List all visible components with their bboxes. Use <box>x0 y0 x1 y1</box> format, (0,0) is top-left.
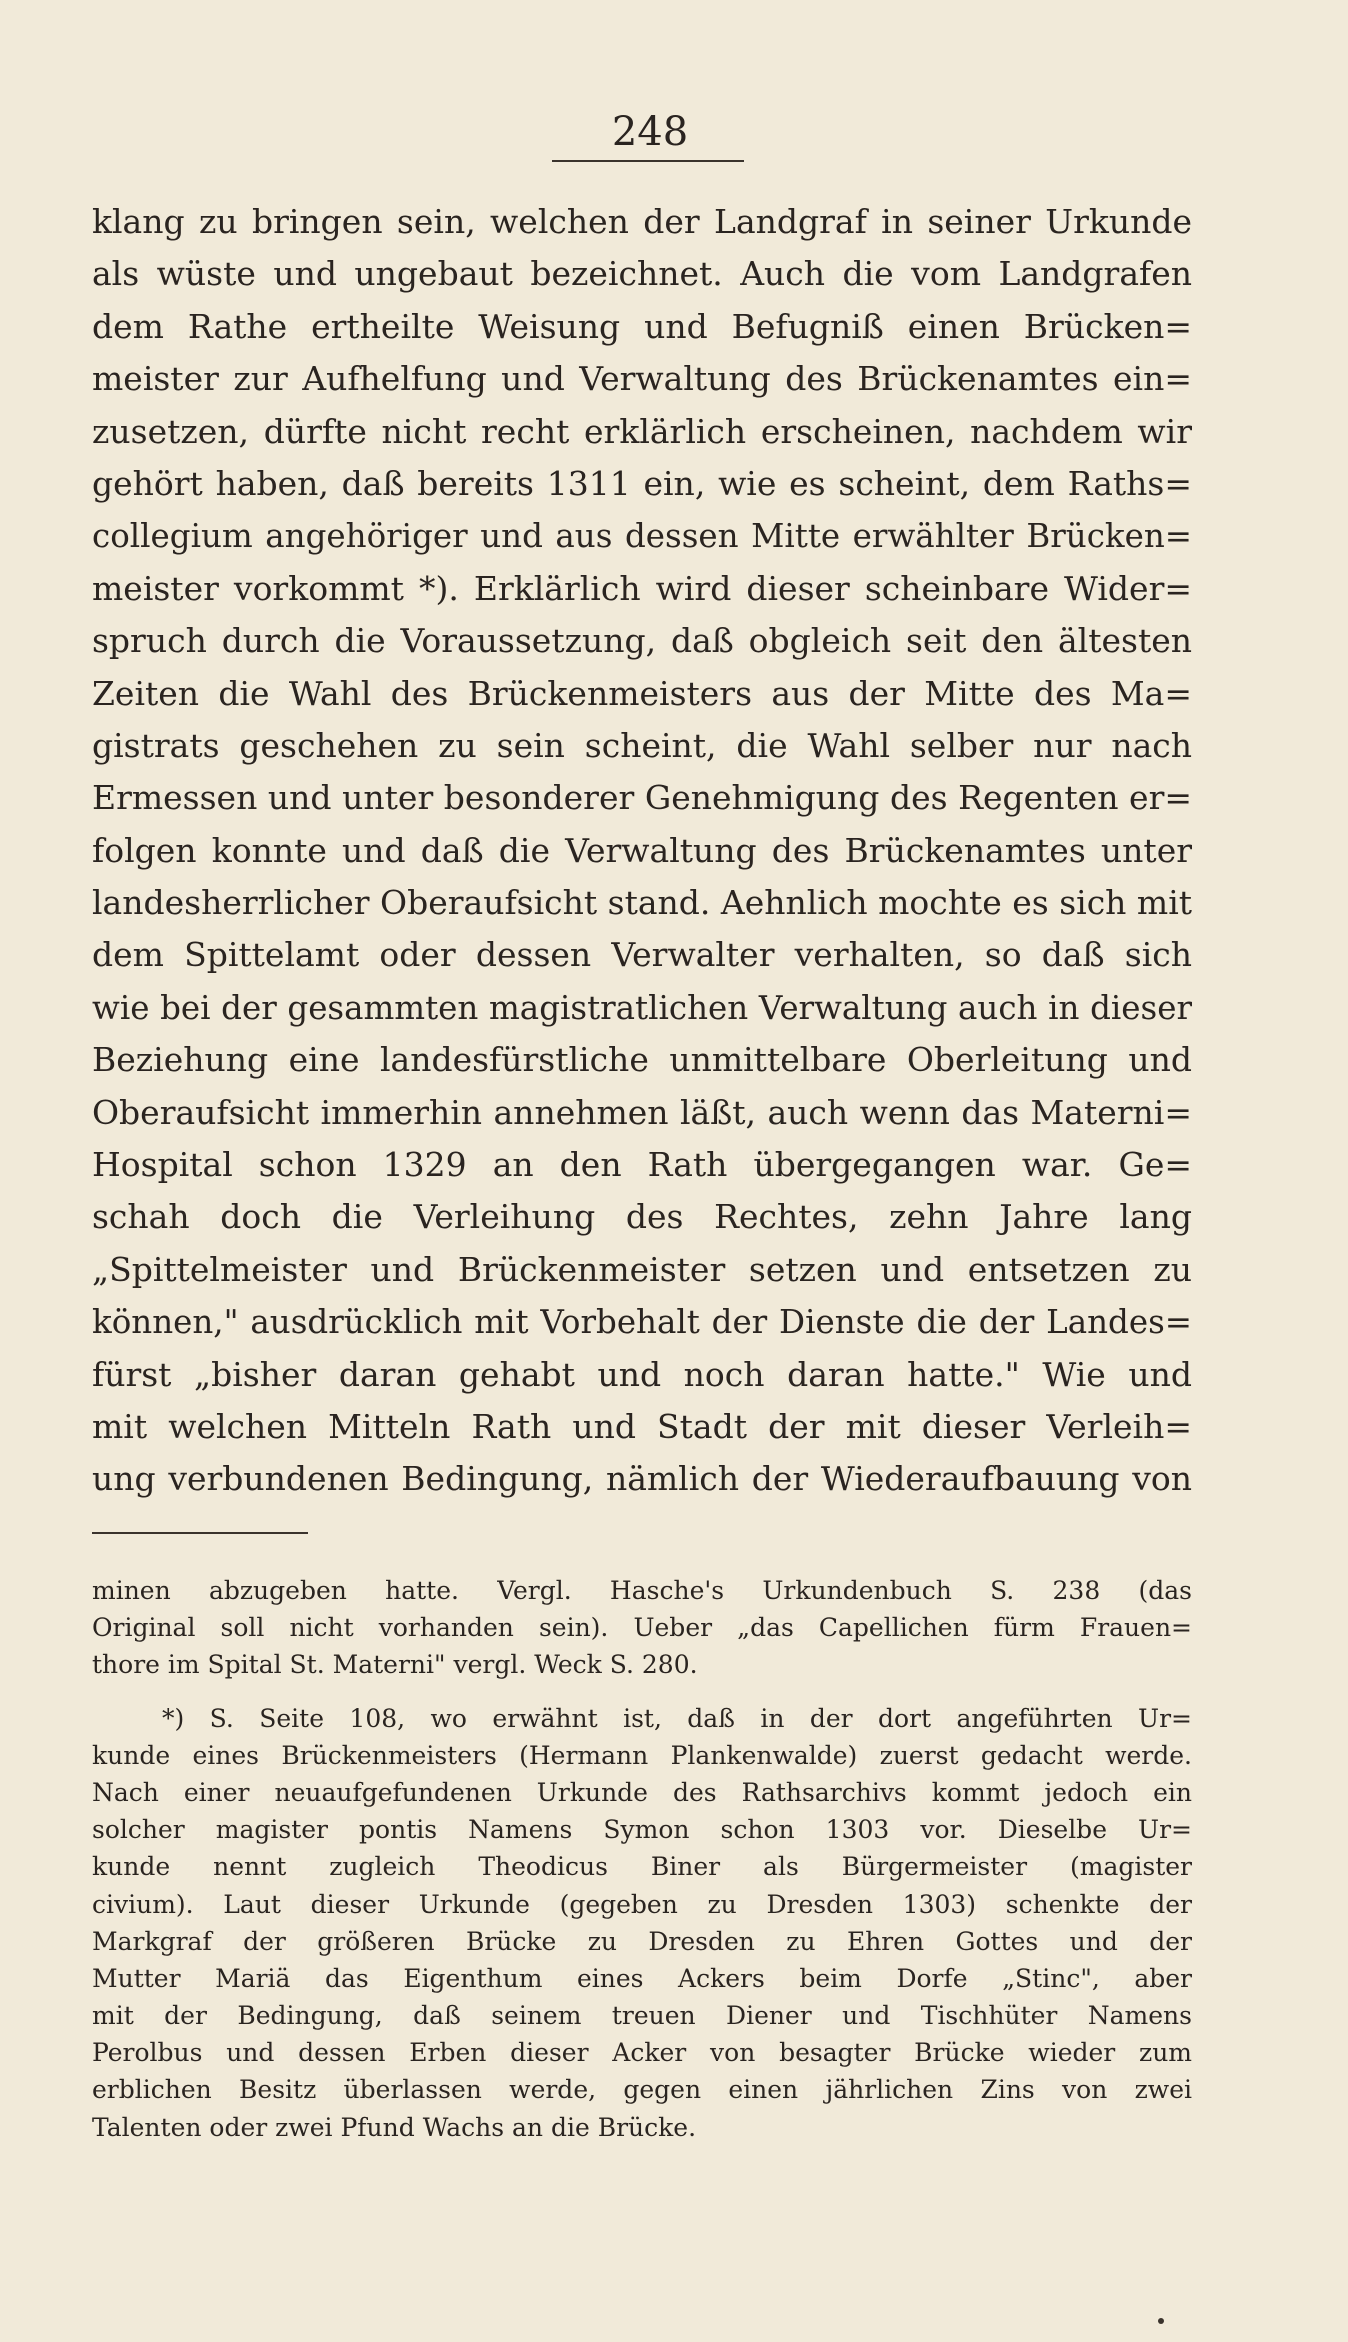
text-line: können," ausdrücklich mit Vorbehalt der Dienste die der Landes= <box>92 1303 1192 1342</box>
page-number: 248 <box>611 109 689 155</box>
text-line: ung verbundenen Bedingung, nämlich der Wiederaufbauung von <box>92 1459 1192 1499</box>
footnote-line: Nach einer neuaufgefundenen Urkunde des Rathsarchivs kommt jedoch ein <box>92 1777 1192 1807</box>
footnote-line: Mutter Mariä das Eigenthum eines Ackers beim Dorfe „Stinc", aber <box>92 1963 1192 1993</box>
footnote-line: Talenten oder zwei Pfund Wachs an die Brücke. <box>92 2112 697 2142</box>
text-line: wie bei der gesammten magistratlichen Verwaltung auch in dieser <box>92 988 1192 1027</box>
text-line: schah doch die Verleihung des Rechtes, zehn Jahre lang <box>92 1197 1192 1237</box>
text-line: folgen konnte und daß die Verwaltung des Brückenamtes unter <box>92 830 1192 870</box>
footnote-line: solcher magister pontis Namens Symon schon 1303 vor. Dieselbe Ur= <box>92 1815 1192 1845</box>
footnote-line: minen abzugeben hatte. Vergl. Hasche's Urkundenbuch S. 238 (das <box>92 1576 1192 1605</box>
text-line: spruch durch die Voraussetzung, daß obgleich seit den ältesten <box>92 621 1192 661</box>
footnote-line: *) S. Seite 108, wo erwähnt ist, daß in der dort angeführten Ur= <box>162 1703 1192 1733</box>
text-line: meister vorkommt *). Erklärlich wird dieser scheinbare Wider= <box>92 568 1192 608</box>
text-line: fürst „bisher daran gehabt und noch daran hatte." Wie und <box>92 1354 1192 1394</box>
text-line: Zeiten die Wahl des Brückenmeisters aus der Mitte des Ma= <box>92 673 1192 713</box>
footnote-line: thore im Spital St. Materni" vergl. Weck S. 280. <box>92 1650 698 1680</box>
footnote-continuation <box>92 1572 1192 1684</box>
footnote-line: civium). Laut dieser Urkunde (gegeben zu Dresden 1303) schenkte der <box>92 1889 1192 1919</box>
text-line: collegium angehöriger und aus dessen Mitte erwählter Brücken= <box>92 517 1192 556</box>
text-line: zusetzen, dürfte nicht recht erklärlich erscheinen, nachdem wir <box>92 411 1192 451</box>
footnote-rule <box>92 1532 308 1534</box>
text-line: meister zur Aufhelfung und Verwaltung des Brückenamtes ein= <box>92 359 1192 399</box>
text-line: klang zu bringen sein, welchen der Landgraf in seiner Urkunde <box>92 202 1192 241</box>
header-rule <box>552 160 744 162</box>
footnote-line: Markgraf der größeren Brücke zu Dresden zu Ehren Gottes und der <box>92 1926 1192 1956</box>
text-line: dem Rathe ertheilte Weisung und Befugniß einen Brücken= <box>92 306 1192 346</box>
text-line: „Spittelmeister und Brückenmeister setzen und entsetzen zu <box>92 1249 1192 1289</box>
footnote-asterisk <box>92 1700 1192 2146</box>
text-line: als wüste und ungebaut bezeichnet. Auch die vom Landgrafen <box>92 254 1192 294</box>
footnote-line: mit der Bedingung, daß seinem treuen Diener und Tischhüter Namens <box>92 2001 1192 2031</box>
text-line: gistrats geschehen zu sein scheint, die Wahl selber nur nach <box>92 725 1192 765</box>
ink-speck <box>1158 2318 1164 2324</box>
footnote-line: kunde nennt zugleich Theodicus Biner als Bürgermeister (magister <box>92 1852 1192 1882</box>
text-line: Oberaufsicht immerhin annehmen läßt, auch wenn das Materni= <box>92 1092 1192 1132</box>
footnote-line: Original soll nicht vorhanden sein). Ueber „das Capellichen fürm Frauen= <box>92 1613 1192 1643</box>
text-line: mit welchen Mitteln Rath und Stadt der mit dieser Verleih= <box>92 1406 1192 1446</box>
text-line: Hospital schon 1329 an den Rath übergegangen war. Ge= <box>92 1145 1192 1185</box>
text-line: landesherrlicher Oberaufsicht stand. Aehnlich mochte es sich mit <box>92 883 1192 923</box>
text-line: Beziehung eine landesfürstliche unmittelbare Oberleitung und <box>92 1040 1192 1080</box>
footnote-line: Perolbus und dessen Erben dieser Acker von besagter Brücke wieder zum <box>92 2038 1192 2068</box>
text-line: Ermessen und unter besonderer Genehmigung des Regenten er= <box>92 778 1192 818</box>
footnotes <box>92 1572 1192 2146</box>
main-text <box>92 196 1192 1506</box>
text-line: dem Spittelamt oder dessen Verwalter verhalten, so daß sich <box>92 935 1192 975</box>
footnote-line: kunde eines Brückenmeisters (Hermann Plankenwalde) zuerst gedacht werde. <box>92 1740 1192 1770</box>
text-line: gehört haben, daß bereits 1311 ein, wie es scheint, dem Raths= <box>92 463 1192 503</box>
footnote-line: erblichen Besitz überlassen werde, gegen einen jährlichen Zins von zwei <box>92 2075 1192 2105</box>
